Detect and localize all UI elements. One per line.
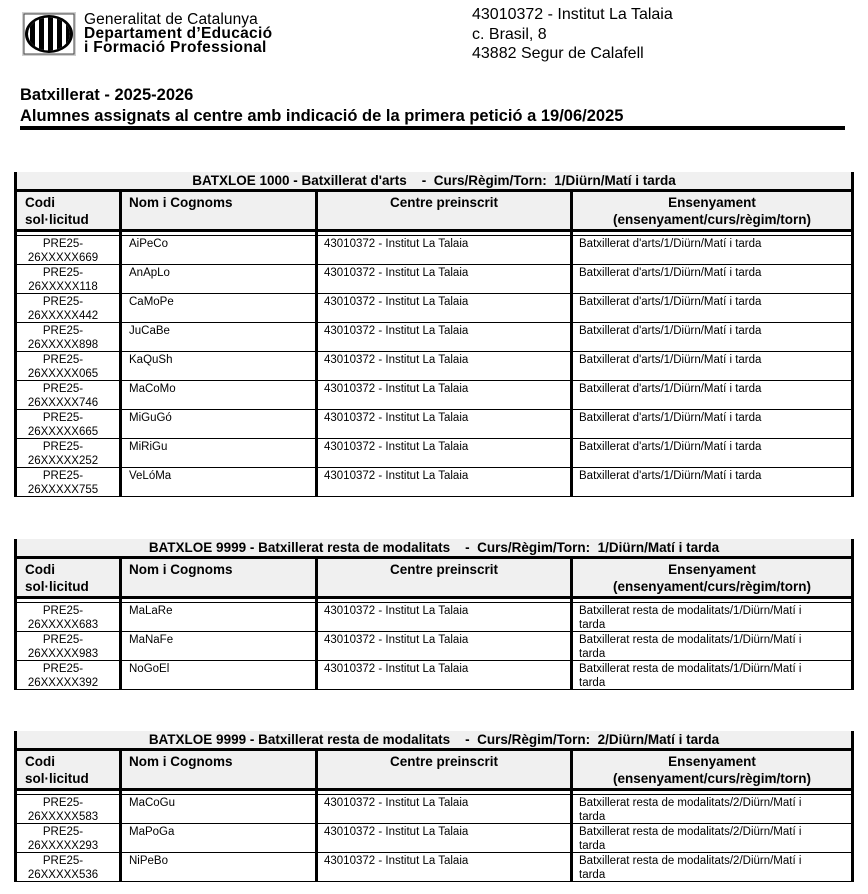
header-ensenyament-line1: Ensenyament (668, 195, 756, 210)
title-rule (20, 126, 845, 130)
cell-ensenyament: Batxillerat d'arts/1/Diürn/Matí i tarda (579, 412, 762, 424)
header-codi-line2: sol·licitud (25, 212, 89, 227)
document-title: Batxillerat - 2025-2026 (20, 86, 194, 104)
cell-centre: 43010372 - Institut La Talaia (318, 824, 573, 852)
address-line-2: c. Brasil, 8 (472, 25, 547, 43)
codi-line1: PRE25- (42, 663, 84, 675)
codi-line1: PRE25- (42, 634, 84, 646)
cell-nom: MaNaFe (122, 632, 318, 660)
codi-line2: 26XXXXX898 (27, 339, 99, 351)
table-body (14, 236, 854, 497)
cell-centre: 43010372 - Institut La Talaia (318, 661, 573, 689)
codi-line2: 26XXXXX983 (27, 648, 99, 660)
codi-line2: 26XXXXX746 (27, 397, 99, 409)
cell-codi (17, 410, 122, 438)
address-line-3: 43882 Segur de Calafell (472, 45, 644, 62)
assignment-table-1 (14, 172, 854, 497)
assignment-table-2 (14, 539, 854, 690)
codi-line1: PRE25- (42, 383, 84, 395)
cell-ensenyament: Batxillerat d'arts/1/Diürn/Matí i tarda (579, 354, 762, 366)
cell-ensenyament: Batxillerat resta de modalitats/1/Diürn/Matí i tarda (579, 634, 802, 660)
generalitat-coat-of-arms-icon (22, 12, 76, 56)
cell-codi (17, 236, 122, 264)
codi-line1: PRE25- (42, 238, 84, 250)
codi-line1: PRE25- (42, 296, 84, 308)
cell-ensenyament: Batxillerat resta de modalitats/2/Diürn/Matí i tarda (579, 855, 802, 881)
cell-codi (17, 323, 122, 351)
cell-codi (17, 603, 122, 631)
codi-line2: 26XXXXX755 (27, 484, 99, 496)
table-header-row (14, 192, 854, 232)
cell-centre: 43010372 - Institut La Talaia (318, 439, 573, 467)
codi-line2: 26XXXXX669 (27, 252, 99, 264)
table-header-row (14, 751, 854, 791)
cell-codi (17, 265, 122, 293)
header-ensenyament (573, 192, 851, 229)
org-line-3: i Formació Professional (84, 39, 267, 56)
cell-ensenyament: Batxillerat d'arts/1/Diürn/Matí i tarda (579, 267, 762, 279)
header-ensenyament (573, 559, 851, 596)
cell-centre: 43010372 - Institut La Talaia (318, 265, 573, 293)
cell-codi (17, 381, 122, 409)
cell-centre: 43010372 - Institut La Talaia (318, 352, 573, 380)
org-line-2: Departament d’Educació (84, 25, 273, 42)
header-codi-line1: Codi (25, 195, 55, 210)
cell-codi (17, 439, 122, 467)
cell-centre: 43010372 - Institut La Talaia (318, 323, 573, 351)
header-centre: Centre preinscrit (318, 559, 573, 596)
cell-centre: 43010372 - Institut La Talaia (318, 236, 573, 264)
cell-codi (17, 824, 122, 852)
cell-centre: 43010372 - Institut La Talaia (318, 853, 573, 881)
header-codi-line2: sol·licitud (25, 771, 89, 786)
cell-nom: MaLaRe (122, 603, 318, 631)
cell-nom: AnApLo (122, 265, 318, 293)
header-ensenyament-line1: Ensenyament (668, 754, 756, 769)
codi-line2: 26XXXXX293 (27, 840, 99, 852)
cell-nom: MiRiGu (122, 439, 318, 467)
table-row (14, 795, 854, 824)
cell-centre: 43010372 - Institut La Talaia (318, 410, 573, 438)
header-ensenyament-line2: (ensenyament/curs/règim/torn) (612, 771, 812, 786)
header-ensenyament-line2: (ensenyament/curs/règim/torn) (612, 212, 812, 227)
assignment-table-3 (14, 731, 854, 882)
header-codi (17, 751, 122, 788)
cell-ensenyament: Batxillerat d'arts/1/Diürn/Matí i tarda (579, 470, 762, 482)
org-line-1: Generalitat de Catalunya (84, 11, 258, 28)
table-body (14, 795, 854, 882)
codi-line1: PRE25- (42, 267, 84, 279)
table-row (14, 323, 854, 352)
table-row (14, 294, 854, 323)
codi-line1: PRE25- (42, 412, 84, 424)
table-title: BATXLOE 9999 - Batxillerat resta de modalitats - Curs/Règim/Torn: 2/Diürn/Matí i tarda (14, 731, 854, 751)
codi-line1: PRE25- (42, 797, 84, 809)
header-ensenyament (573, 751, 851, 788)
table-row (14, 632, 854, 661)
cell-nom: MaCoMo (122, 381, 318, 409)
table-title: BATXLOE 9999 - Batxillerat resta de modalitats - Curs/Règim/Torn: 1/Diürn/Matí i tarda (14, 539, 854, 559)
codi-line1: PRE25- (42, 826, 84, 838)
table-row (14, 603, 854, 632)
codi-line2: 26XXXXX065 (27, 368, 99, 380)
codi-line2: 26XXXXX536 (27, 869, 99, 881)
codi-line2: 26XXXXX665 (27, 426, 99, 438)
cell-nom: VeLóMa (122, 468, 318, 496)
header-ensenyament-line2: (ensenyament/curs/règim/torn) (612, 579, 812, 594)
table-row (14, 236, 854, 265)
header-codi-line1: Codi (25, 562, 55, 577)
cell-ensenyament: Batxillerat resta de modalitats/2/Diürn/Matí i tarda (579, 826, 802, 852)
cell-nom: MiGuGó (122, 410, 318, 438)
cell-codi (17, 352, 122, 380)
codi-line2: 26XXXXX683 (27, 619, 99, 631)
header-codi-line1: Codi (25, 754, 55, 769)
cell-nom: CaMoPe (122, 294, 318, 322)
header-nom: Nom i Cognoms (122, 559, 318, 596)
table-row (14, 439, 854, 468)
cell-codi (17, 468, 122, 496)
cell-ensenyament: Batxillerat resta de modalitats/1/Diürn/Matí i tarda (579, 605, 802, 631)
table-row (14, 853, 854, 882)
codi-line1: PRE25- (42, 441, 84, 453)
cell-centre: 43010372 - Institut La Talaia (318, 294, 573, 322)
cell-nom: NoGoEl (122, 661, 318, 689)
cell-centre: 43010372 - Institut La Talaia (318, 603, 573, 631)
cell-nom: JuCaBe (122, 323, 318, 351)
cell-nom: NiPeBo (122, 853, 318, 881)
codi-line1: PRE25- (42, 325, 84, 337)
header-nom: Nom i Cognoms (122, 192, 318, 229)
table-row (14, 265, 854, 294)
table-title: BATXLOE 1000 - Batxillerat d'arts - Curs/Règim/Torn: 1/Diürn/Matí i tarda (14, 172, 854, 192)
cell-centre: 43010372 - Institut La Talaia (318, 632, 573, 660)
cell-ensenyament: Batxillerat d'arts/1/Diürn/Matí i tarda (579, 325, 762, 337)
codi-line2: 26XXXXX252 (27, 455, 99, 467)
codi-line2: 26XXXXX118 (28, 281, 98, 293)
cell-codi (17, 294, 122, 322)
codi-line1: PRE25- (42, 354, 84, 366)
codi-line2: 26XXXXX442 (27, 310, 99, 322)
cell-codi (17, 632, 122, 660)
cell-nom: AiPeCo (122, 236, 318, 264)
header-codi (17, 192, 122, 229)
table-header-row (14, 559, 854, 599)
cell-ensenyament: Batxillerat resta de modalitats/2/Diürn/Matí i tarda (579, 797, 802, 823)
header-centre: Centre preinscrit (318, 751, 573, 788)
cell-centre: 43010372 - Institut La Talaia (318, 795, 573, 823)
document-subtitle: Alumnes assignats al centre amb indicació de la primera petició a 19/06/2025 (20, 107, 624, 125)
header-codi (17, 559, 122, 596)
codi-line1: PRE25- (42, 855, 84, 867)
table-row (14, 352, 854, 381)
organization-name (84, 13, 272, 55)
cell-ensenyament: Batxillerat d'arts/1/Diürn/Matí i tarda (579, 238, 762, 250)
school-address (472, 5, 673, 64)
codi-line1: PRE25- (42, 470, 84, 482)
cell-codi (17, 795, 122, 823)
table-row (14, 468, 854, 497)
cell-ensenyament: Batxillerat d'arts/1/Diürn/Matí i tarda (579, 383, 762, 395)
cell-ensenyament: Batxillerat d'arts/1/Diürn/Matí i tarda (579, 296, 762, 308)
address-line-1: 43010372 - Institut La Talaia (472, 6, 673, 23)
codi-line1: PRE25- (42, 605, 84, 617)
codi-line2: 26XXXXX583 (27, 811, 99, 823)
cell-codi (17, 661, 122, 689)
table-row (14, 410, 854, 439)
cell-centre: 43010372 - Institut La Talaia (318, 381, 573, 409)
cell-nom: KaQuSh (122, 352, 318, 380)
cell-nom: MaCoGu (122, 795, 318, 823)
header-codi-line2: sol·licitud (25, 579, 89, 594)
table-row (14, 381, 854, 410)
cell-ensenyament: Batxillerat d'arts/1/Diürn/Matí i tarda (579, 441, 762, 453)
cell-codi (17, 853, 122, 881)
header-ensenyament-line1: Ensenyament (668, 562, 756, 577)
header-nom: Nom i Cognoms (122, 751, 318, 788)
codi-line2: 26XXXXX392 (27, 677, 99, 689)
header-centre: Centre preinscrit (318, 192, 573, 229)
table-body (14, 603, 854, 690)
cell-nom: MaPoGa (122, 824, 318, 852)
table-row (14, 661, 854, 690)
cell-ensenyament: Batxillerat resta de modalitats/1/Diürn/Matí i tarda (579, 663, 802, 689)
cell-centre: 43010372 - Institut La Talaia (318, 468, 573, 496)
table-row (14, 824, 854, 853)
